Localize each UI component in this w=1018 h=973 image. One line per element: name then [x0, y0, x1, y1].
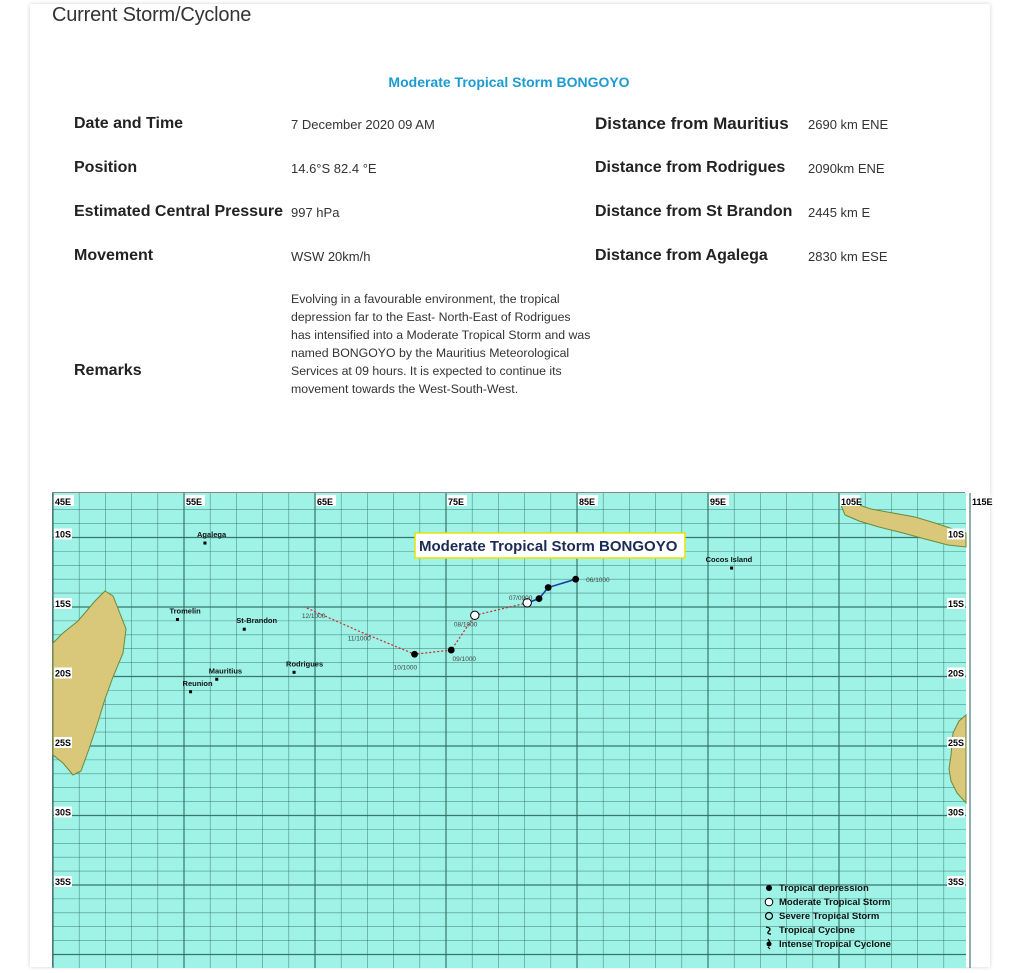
- legend-label: Moderate Tropical Storm: [779, 897, 891, 908]
- map-svg: [53, 493, 993, 968]
- page-title: Current Storm/Cyclone: [52, 4, 252, 26]
- place-marker: [293, 671, 296, 674]
- track-point-depression: [545, 584, 552, 591]
- pressure-label: Estimated Central Pressure: [74, 203, 283, 220]
- distance-stbrandon-label: Distance from St Brandon: [595, 203, 793, 220]
- lat-label-left: 15S: [55, 598, 72, 609]
- track-date-label: 12/1000: [301, 613, 326, 621]
- lon-label: 95E: [710, 497, 727, 507]
- position-label: Position: [74, 159, 138, 176]
- lat-label-left: 20S: [55, 668, 72, 679]
- legend-symbol-moderate: [765, 898, 773, 906]
- lat-label-right: 20S: [948, 668, 965, 679]
- legend-symbol-depression: [766, 885, 772, 891]
- track-date-label: 10/1000: [393, 664, 418, 672]
- track-point-depression: [536, 595, 543, 602]
- lon-label: 75E: [448, 497, 465, 507]
- distance-mauritius-label: Distance from Mauritius: [595, 114, 789, 133]
- track-date-label: 09/1000: [452, 656, 477, 664]
- distance-agalega-value: 2830 km ESE: [808, 249, 888, 264]
- track-date-label: 08/1000: [453, 621, 478, 629]
- track-point-depression: [572, 576, 579, 583]
- lat-label-right: 30S: [948, 807, 965, 818]
- place-label: Agalega: [196, 530, 227, 540]
- place-label: Cocos Island: [705, 555, 753, 565]
- place-marker: [203, 542, 206, 545]
- track-point-moderate-storm: [471, 611, 479, 619]
- legend-label: Severe Tropical Storm: [779, 911, 880, 922]
- track-point-depression: [411, 651, 418, 658]
- place-marker: [176, 618, 179, 621]
- track-point-depression: [448, 647, 455, 654]
- date-time-value: 7 December 2020 09 AM: [291, 117, 435, 132]
- distance-stbrandon-value: 2445 km E: [808, 205, 871, 220]
- lon-label: 55E: [186, 497, 203, 507]
- track-date-label: 11/1000: [347, 635, 371, 643]
- place-label: Rodrigues: [286, 659, 324, 669]
- place-label: Reunion: [182, 678, 213, 688]
- pressure-value: 997 hPa: [291, 205, 340, 220]
- legend-label: Tropical Cyclone: [779, 925, 856, 936]
- movement-label: Movement: [74, 247, 154, 264]
- lon-label: 85E: [579, 497, 596, 507]
- map-title: Moderate Tropical Storm BONGOYO: [419, 538, 678, 555]
- place-marker: [215, 678, 218, 681]
- legend-label: Intense Tropical Cyclone: [779, 939, 891, 950]
- place-label: Tromelin: [169, 606, 201, 616]
- place-marker: [189, 690, 192, 693]
- remarks-text: Evolving in a favourable environment, the tropical depression far to the East- North-East of Rodrigues has intensified into a Moderate Tropical Storm and was named BONGOYO by the Mauritius Meteorological Services at 09 hours. It is expected to continue its movement towards the West-South-West.: [291, 292, 591, 396]
- movement-value: WSW 20km/h: [291, 249, 371, 264]
- place-marker: [243, 628, 246, 631]
- lon-label: 105E: [841, 497, 863, 507]
- remarks-label: Remarks: [74, 362, 142, 379]
- distance-agalega-label: Distance from Agalega: [595, 247, 768, 264]
- position-value: 14.6°S 82.4 °E: [291, 161, 377, 176]
- lon-label: 65E: [317, 497, 334, 507]
- distance-mauritius-value: 2690 km ENE: [808, 117, 889, 132]
- lat-label-right: 35S: [948, 876, 965, 887]
- storm-name-heading: Moderate Tropical Storm BONGOYO: [388, 74, 630, 90]
- lon-label: 45E: [55, 497, 72, 507]
- date-time-label: Date and Time: [74, 115, 184, 132]
- lat-label-right: 15S: [948, 598, 965, 609]
- distance-rodrigues-label: Distance from Rodrigues: [595, 159, 786, 176]
- lat-label-left: 35S: [55, 876, 72, 887]
- lat-label-left: 10S: [55, 529, 72, 540]
- track-date-label: 07/0900: [508, 595, 533, 603]
- legend-label: Tropical depression: [779, 883, 869, 894]
- place-label: St-Brandon: [236, 616, 278, 626]
- place-marker: [730, 567, 733, 570]
- place-label: Mauritius: [208, 666, 243, 676]
- lat-label-left: 30S: [55, 807, 72, 818]
- track-date-label: 06/1000: [586, 576, 610, 584]
- lat-label-left: 25S: [55, 737, 72, 748]
- distance-rodrigues-value: 2090km ENE: [808, 161, 885, 176]
- lat-label-right: 25S: [948, 737, 965, 748]
- lon-label: 115E: [972, 497, 993, 507]
- legend-symbol-intense: [767, 942, 772, 947]
- cyclone-track-map: [52, 492, 993, 967]
- lat-label-right: 10S: [948, 529, 965, 540]
